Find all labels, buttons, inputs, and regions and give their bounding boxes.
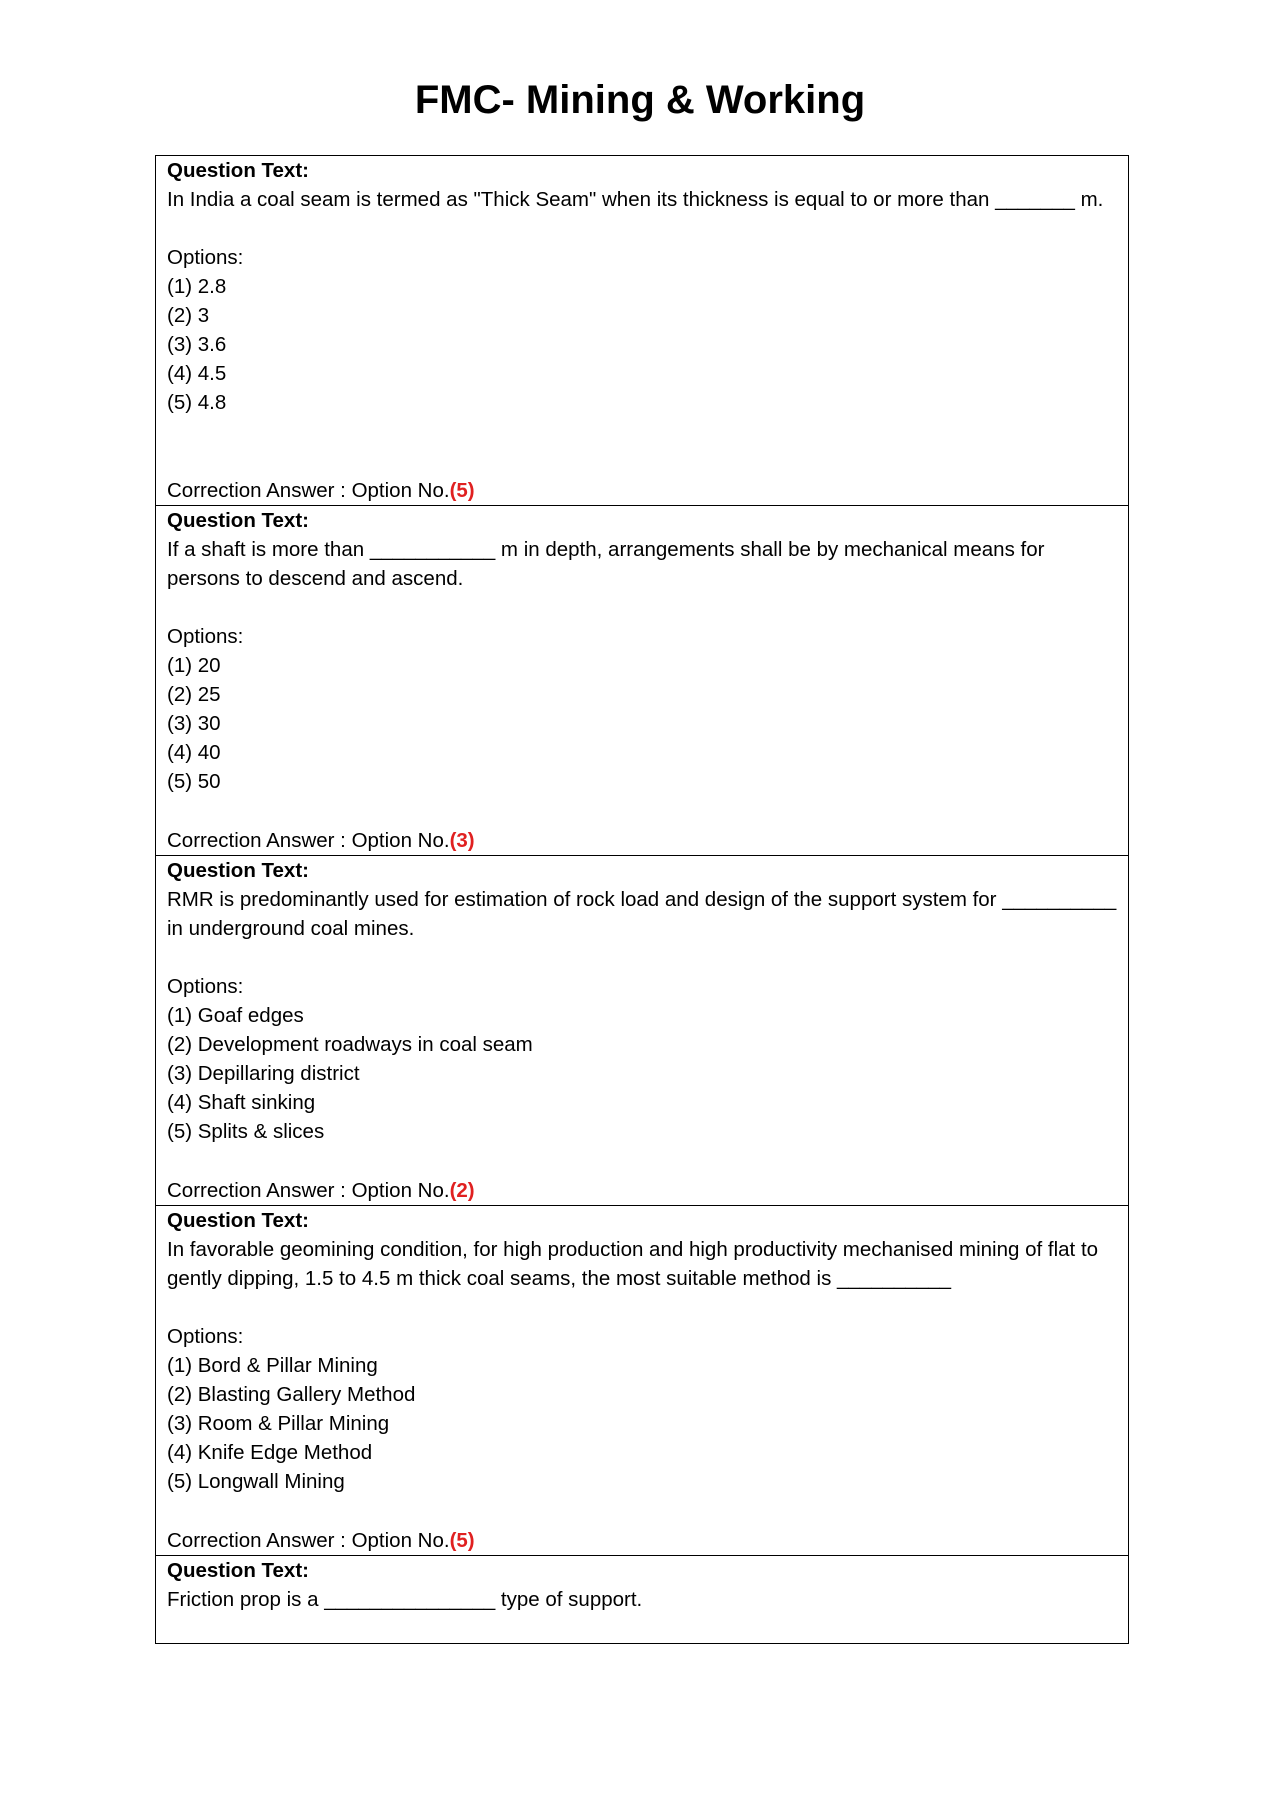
option-item: (4) Knife Edge Method	[167, 1441, 373, 1464]
answer-number: (5)	[449, 1529, 475, 1552]
question-text: Friction prop is a _______________ type of support.	[167, 1588, 643, 1611]
question-text: In India a coal seam is termed as "Thick Seam" when its thickness is equal to or more than _______ m.	[167, 188, 1104, 211]
question-block-5	[156, 1556, 1128, 1643]
answer-label: Correction Answer : Option No.	[167, 479, 450, 502]
question-block-3	[156, 856, 1128, 1206]
option-item: (3) Depillaring district	[167, 1062, 360, 1085]
option-item: (2) Blasting Gallery Method	[167, 1383, 416, 1406]
option-item: (1) Bord & Pillar Mining	[167, 1354, 378, 1377]
question-label: Question Text:	[167, 509, 309, 532]
question-label: Question Text:	[167, 1209, 309, 1232]
question-label: Question Text:	[167, 1559, 309, 1582]
correct-answer	[167, 1176, 475, 1205]
options-label: Options:	[167, 1325, 244, 1348]
option-item: (4) Shaft sinking	[167, 1091, 316, 1114]
option-item: (5) Longwall Mining	[167, 1470, 345, 1493]
options-label: Options:	[167, 246, 244, 269]
answer-label: Correction Answer : Option No.	[167, 829, 450, 852]
question-block-4	[156, 1206, 1128, 1556]
question-text: RMR is predominantly used for estimation of rock load and design of the support system for __________ in underground coal mines.	[167, 888, 1117, 940]
option-item: (5) 4.8	[167, 391, 227, 414]
option-item: (2) 25	[167, 683, 221, 706]
answer-number: (2)	[449, 1179, 475, 1202]
option-item: (1) 2.8	[167, 275, 227, 298]
option-item: (5) 50	[167, 770, 221, 793]
answer-number: (5)	[449, 479, 475, 502]
option-item: (2) Development roadways in coal seam	[167, 1033, 533, 1056]
question-label: Question Text:	[167, 859, 309, 882]
options-label: Options:	[167, 625, 244, 648]
correct-answer	[167, 476, 475, 505]
question-label: Question Text:	[167, 159, 309, 182]
option-item: (2) 3	[167, 304, 210, 327]
question-text: If a shaft is more than ___________ m in depth, arrangements shall be by mechanical means for persons to descend and ascend.	[167, 538, 1045, 590]
page-title: FMC- Mining & Working	[414, 78, 866, 122]
question-block-2	[156, 506, 1128, 856]
options-label: Options:	[167, 975, 244, 998]
option-item: (1) 20	[167, 654, 221, 677]
question-table	[155, 155, 1129, 1644]
question-block-1	[156, 156, 1128, 506]
option-item: (3) Room & Pillar Mining	[167, 1412, 390, 1435]
answer-number: (3)	[449, 829, 475, 852]
correct-answer	[167, 1526, 475, 1555]
question-text: In favorable geomining condition, for high production and high productivity mechanised mining of flat to gently dipping, 1.5 to 4.5 m thick coal seams, the most suitable method is __________	[167, 1238, 1099, 1290]
option-item: (3) 3.6	[167, 333, 227, 356]
correct-answer	[167, 826, 475, 855]
option-item: (5) Splits & slices	[167, 1120, 325, 1143]
option-item: (4) 4.5	[167, 362, 227, 385]
option-item: (1) Goaf edges	[167, 1004, 304, 1027]
option-item: (4) 40	[167, 741, 221, 764]
option-item: (3) 30	[167, 712, 221, 735]
answer-label: Correction Answer : Option No.	[167, 1529, 450, 1552]
answer-label: Correction Answer : Option No.	[167, 1179, 450, 1202]
